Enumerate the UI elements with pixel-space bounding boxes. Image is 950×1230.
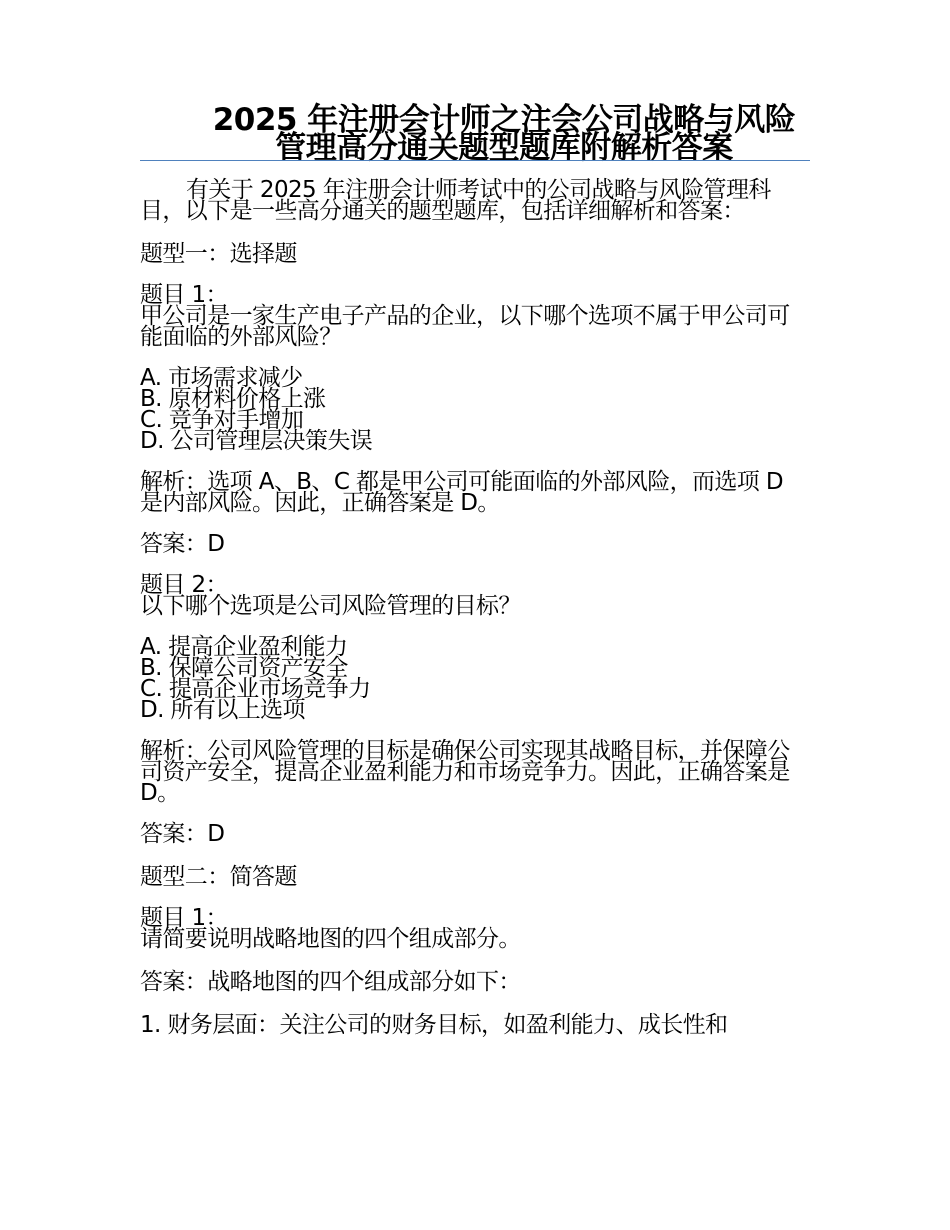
option-c: C. 竞争对手增加 (140, 407, 304, 433)
option-d: D. 公司管理层决策失误 (140, 428, 373, 454)
option-a: A. 市场需求减少 (140, 365, 303, 391)
section-heading-choice: 题型一：选择题 (140, 241, 297, 267)
option-b: B. 保障公司资产安全 (140, 655, 348, 681)
answer-item: 1. 财务层面：关注公司的财务目标，如盈利能力、成长性和 (140, 1012, 728, 1038)
analysis-paragraph: 解析：选项 A、B、C 都是甲公司可能面临的外部风险，而选项 D 是内部风险。因此，正确答案是 D。 (140, 469, 784, 516)
option-d: D. 所有以上选项 (140, 697, 305, 723)
option-a: A. 提高企业盈利能力 (140, 634, 348, 660)
section-heading-short-answer: 题型二：简答题 (140, 864, 297, 890)
answer-line: 答案：D (140, 531, 225, 557)
answer-line: 答案：D (140, 821, 225, 847)
question-stem: 请简要说明战略地图的四个组成部分。 (140, 926, 521, 952)
question-label: 题目 2： (140, 572, 228, 598)
document-body (140, 177, 810, 1038)
question-stem: 以下哪个选项是公司风险管理的目标？ (140, 593, 521, 619)
question-label: 题目 1： (140, 905, 228, 931)
title-underline (140, 160, 810, 161)
question-label: 题目 1： (140, 282, 228, 308)
document-title: 2025 年注册会计师之注会公司战略与风险管理高分通关题型题库附解析答案 (212, 102, 796, 166)
analysis-paragraph: 解析：公司风险管理的目标是确保公司实现其战略目标，并保障公司资产安全，提高企业盈利能力和市场竞争力。因此，正确答案是 D。 (140, 738, 790, 806)
option-c: C. 提高企业市场竞争力 (140, 676, 371, 702)
intro-paragraph: 有关于 2025 年注册会计师考试中的公司战略与风险管理科目，以下是一些高分通关的题型题库，包括详细解析和答案： (140, 177, 771, 224)
option-b: B. 原材料价格上涨 (140, 386, 326, 412)
question-stem: 甲公司是一家生产电子产品的企业，以下哪个选项不属于甲公司可能面临的外部风险？ (140, 303, 790, 350)
answer-line: 答案：战略地图的四个组成部分如下： (140, 969, 521, 995)
